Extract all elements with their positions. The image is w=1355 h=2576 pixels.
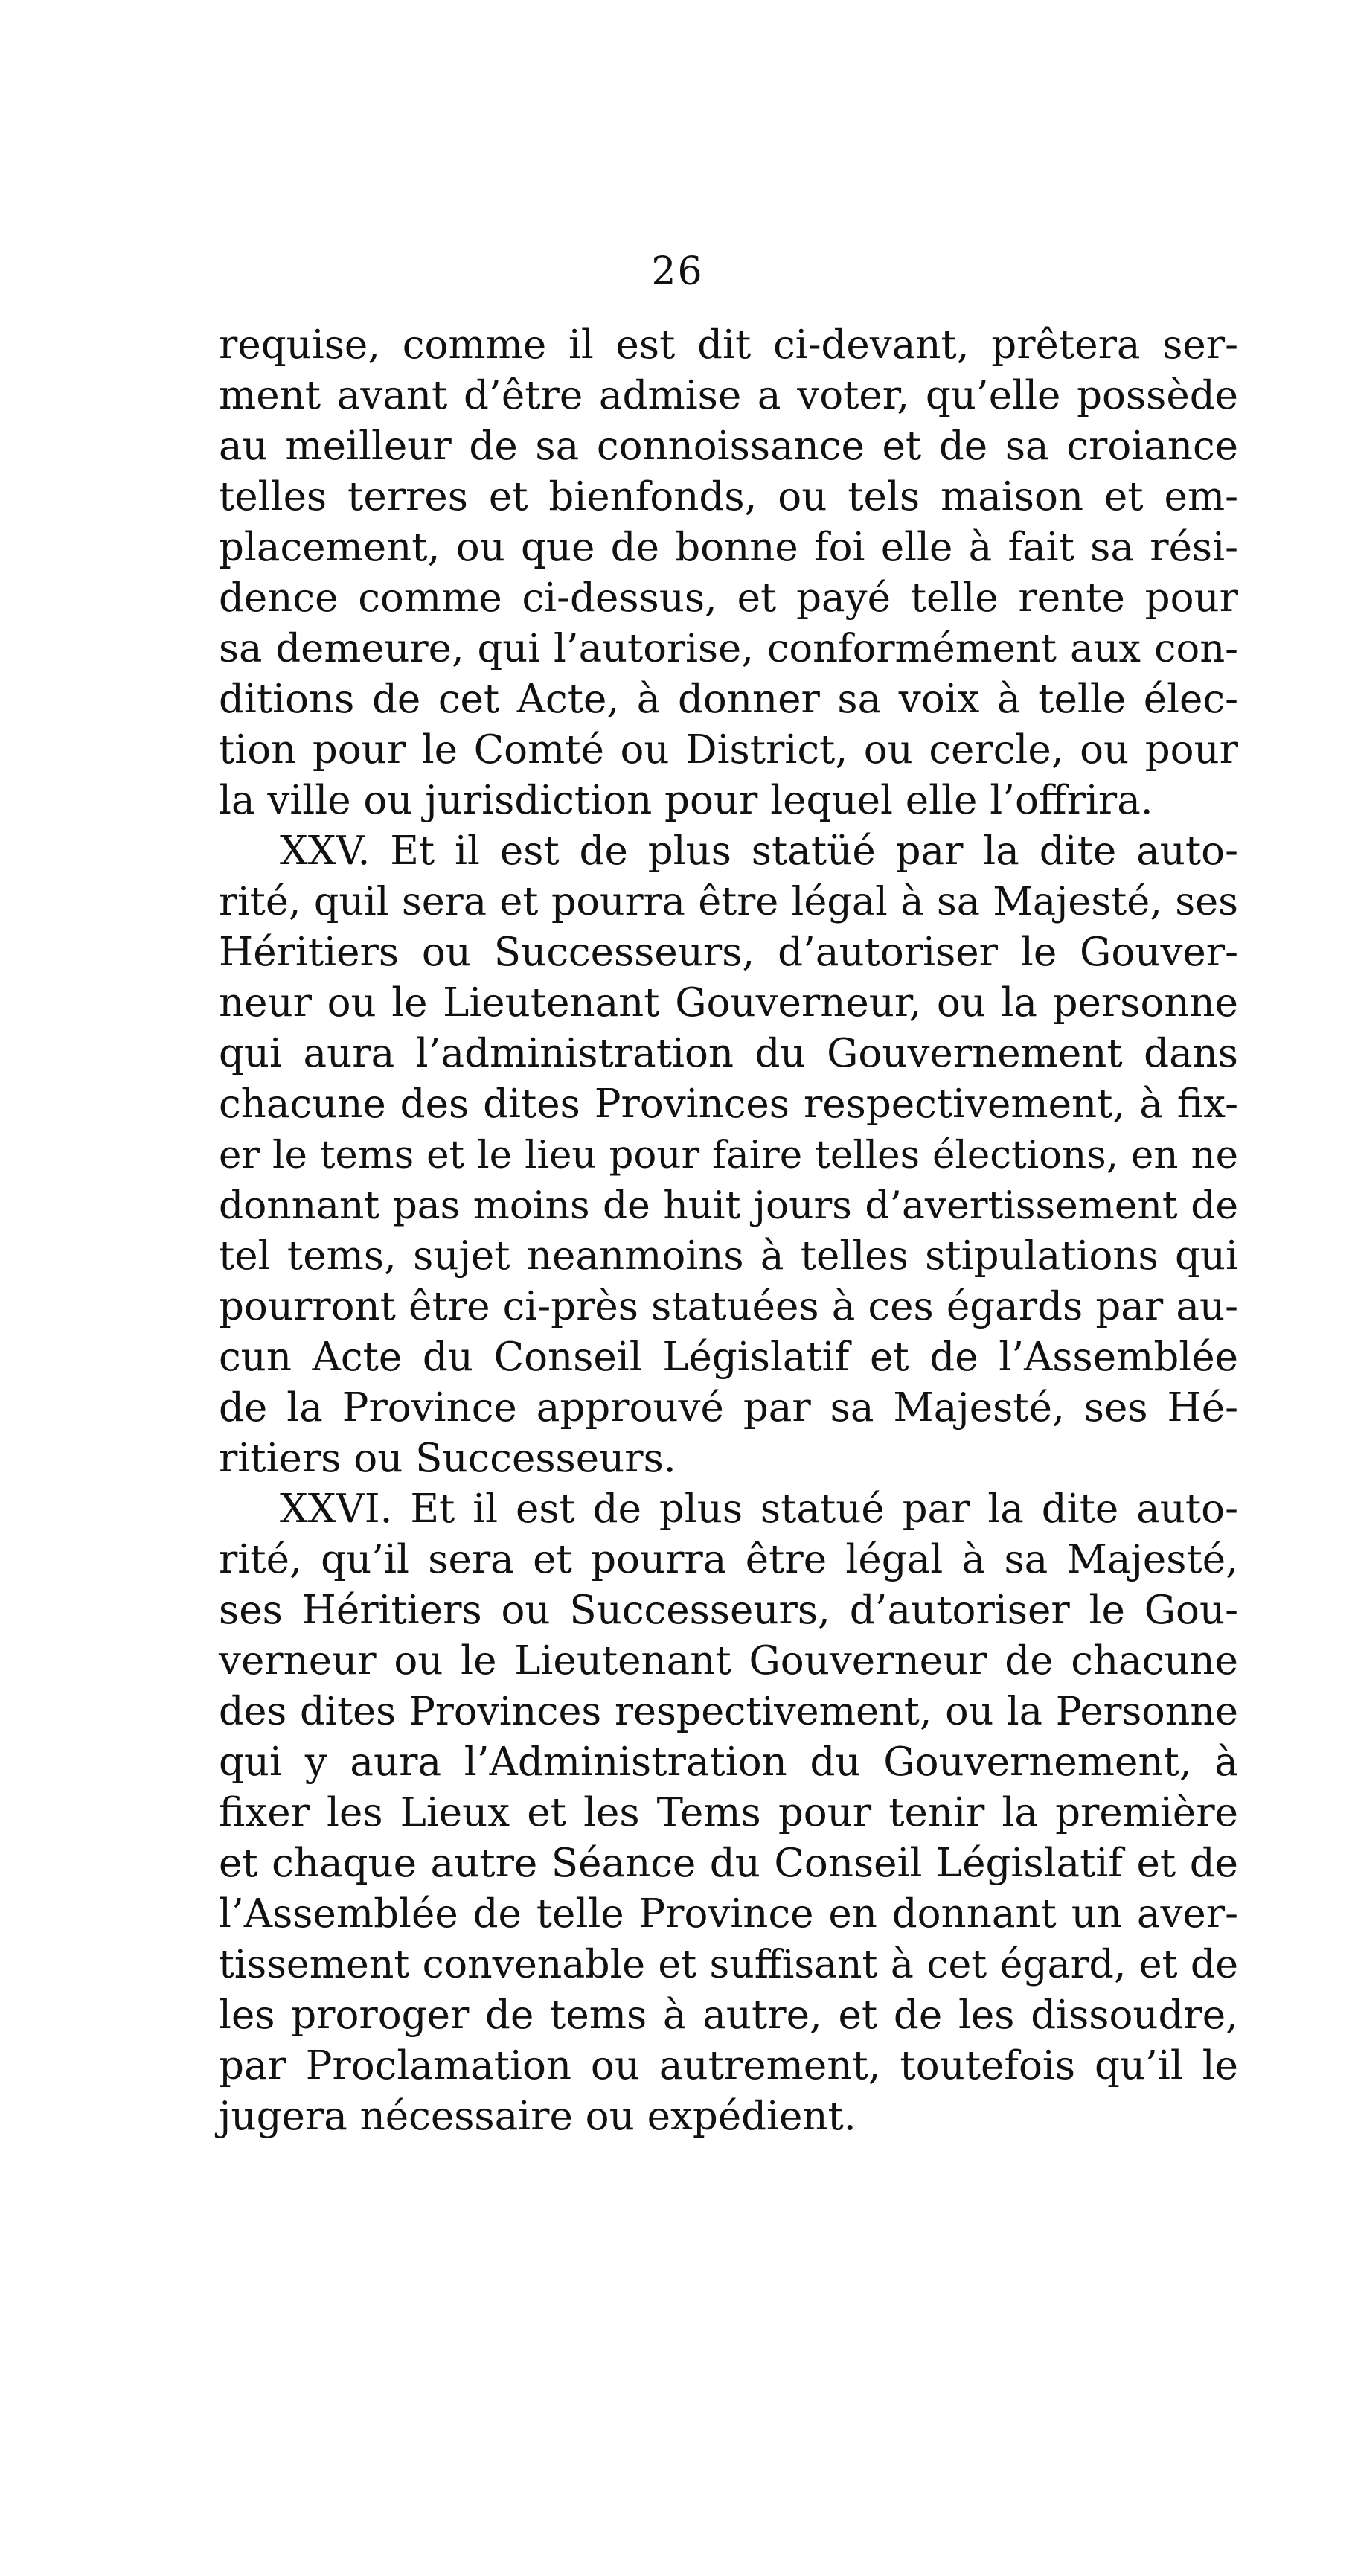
text-line: ment avant d’être admise a voter, qu’elle possède xyxy=(219,373,1238,418)
page-number: 26 xyxy=(651,249,704,294)
text-line: ritiers ou Successeurs. xyxy=(219,1436,676,1481)
section-xxv-heading-line: XXV. Et il est de plus statüé par la dite auto- xyxy=(280,828,1238,874)
text-line: chacune des dites Provinces respectivement, à fix- xyxy=(219,1081,1238,1127)
text-line: cun Acte du Conseil Législatif et de l’Assemblée xyxy=(219,1335,1238,1380)
text-line: qui y aura l’Administration du Gouvernement, à xyxy=(219,1739,1238,1785)
section-xxvi-heading-line: XXVI. Et il est de plus statué par la dite auto- xyxy=(280,1486,1238,1532)
body-text xyxy=(219,320,1238,2142)
text-line: tel tems, sujet neanmoins à telles stipulations qui xyxy=(219,1233,1238,1279)
text-line: telles terres et bienfonds, ou tels maison et em- xyxy=(219,474,1238,520)
text-line: tissement convenable et suffisant à cet égard, et de xyxy=(219,1943,1238,1987)
text-line: ses Héritiers ou Successeurs, d’autoriser le Gou- xyxy=(219,1588,1238,1633)
text-line: pourront être ci-près statuées à ces égards par au- xyxy=(219,1284,1238,1329)
text-line: de la Province approuvé par sa Majesté, ses Hé- xyxy=(219,1385,1238,1431)
text-line: jugera nécessaire ou expédient. xyxy=(219,2094,856,2139)
text-line: sa demeure, qui l’autorise, conformément aux con- xyxy=(219,626,1238,671)
text-line: dence comme ci-dessus, et payé telle rente pour xyxy=(219,575,1238,621)
text-line: la ville ou jurisdiction pour lequel elle l’offrira. xyxy=(219,778,1153,823)
text-line: rité, qu’il sera et pourra être légal à sa Majesté, xyxy=(219,1537,1238,1582)
text-line: des dites Provinces respectivement, ou la Personne xyxy=(219,1689,1238,1734)
text-line: rité, quil sera et pourra être légal à sa Majesté, ses xyxy=(219,879,1238,924)
text-line: qui aura l’administration du Gouvernement dans xyxy=(219,1031,1238,1076)
text-line: par Proclamation ou autrement, toutefois qu’il le xyxy=(219,2043,1238,2088)
text-line: les proroger de tems à autre, et de les dissoudre, xyxy=(219,1992,1238,2038)
text-line: fixer les Lieux et les Tems pour tenir la première xyxy=(219,1790,1238,1835)
text-line: et chaque autre Séance du Conseil Législatif et de xyxy=(219,1841,1238,1886)
text-line: l’Assemblée de telle Province en donnant un aver- xyxy=(219,1891,1238,1937)
text-line: er le tems et le lieu pour faire telles élections, en ne xyxy=(219,1133,1238,1177)
text-line: ditions de cet Acte, à donner sa voix à telle élec- xyxy=(219,677,1238,722)
text-line: donnant pas moins de huit jours d’avertissement de xyxy=(219,1183,1238,1228)
text-line: verneur ou le Lieutenant Gouverneur de chacune xyxy=(219,1638,1238,1684)
text-line: Héritiers ou Successeurs, d’autoriser le Gouver- xyxy=(219,930,1238,975)
text-line: neur ou le Lieutenant Gouverneur, ou la personne xyxy=(219,980,1238,1026)
text-line: tion pour le Comté ou District, ou cercle, ou pour xyxy=(219,727,1238,773)
text-line: au meilleur de sa connoissance et de sa croiance xyxy=(219,424,1238,469)
text-line: requise, comme il est dit ci-devant, prêtera ser- xyxy=(219,322,1238,368)
text-line: placement, ou que de bonne foi elle à fait sa rési- xyxy=(219,525,1238,570)
